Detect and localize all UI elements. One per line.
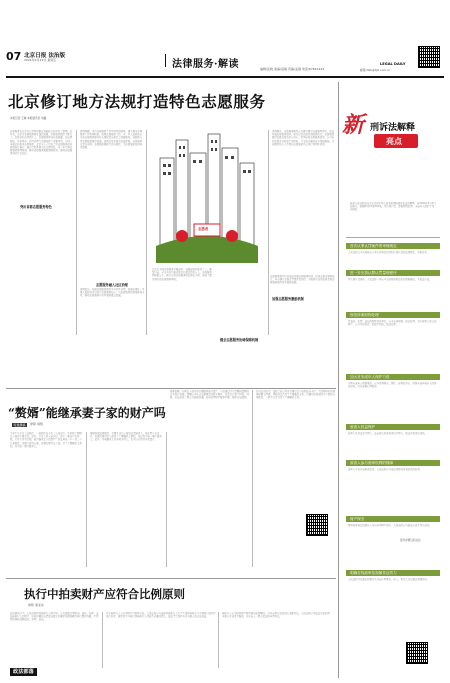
lead-illustration-caption: 志愿者 — [198, 227, 209, 231]
feature-qr-code — [306, 514, 328, 536]
feature-top-rule — [6, 388, 336, 389]
footer-brand: 政法部落 — [10, 668, 37, 676]
sidebar-section-4: 加大对未成年人保护力度 — [346, 374, 440, 380]
sidebar-text-4: 审理未成年人刑事案件，应当贯彻教育、感化、挽救的方针，保障未成年被告人的诉讼权利，可以安排心理疏导。 — [348, 382, 437, 389]
paper-name: 北京日报 法治版 — [24, 53, 66, 59]
column-rule — [218, 612, 219, 668]
sidebar-text-1: 人民法院应当告知被告人享有的诉讼权利和认罪认罚的法律规定，听取意见。 — [348, 251, 430, 254]
sidebar-intro: 最高人民法院发布关于适用中华人民共和国刑事诉讼法的解释，自2021年3月1日起施行。新解释共27章655条，对认罪认罚、涉案财物处理、未成年人保护等作出规定。 — [350, 202, 436, 212]
sidebar-text-5: 被害人及其法定代理人、近亲属有权委托诉讼代理人，依法参加诉讼活动。 — [348, 432, 427, 435]
feature-body-col1: 王先生与李女士结婚后，一直居住在李女士父母家中，并承担了照顾岳父母的主要责任。近日，李女士的父亲去世，留下一套房产及存款。王先生作为女婿，能否继承岳父的遗产？民法典第一千一百二十九条规定，丧偶儿媳对公婆，丧偶女婿对岳父母，尽了主要赡养义务的，作为第一顺序继承人。 — [10, 432, 82, 448]
masthead — [0, 0, 450, 78]
column-rule — [252, 390, 253, 567]
sidebar-section-8: 明确在线庭审及视频作证效力 — [346, 570, 440, 576]
sidebar-subtitle: 亮点 — [386, 137, 402, 146]
feature-body-col2: 根据我国法律规定，女婿并非岳父母的法定继承人。但在妻子去世后，丧偶女婿对岳父母尽了主要赡养义务的，可以作为第一顺序继承人。此外，对被继承人扶养较多的人，也可以分得适当的遗产。 — [90, 432, 162, 442]
editors-line: 编辑/张晓 美编/高瑞 责编/孟刚 电话/67641234 — [260, 67, 325, 71]
page-number: 07 — [6, 50, 22, 63]
lead-body-col3: 条例提出，鼓励志愿服务组织参与社区治理，街道办事处、乡镇人民政府可以设立志愿服务站点，为志愿服务提供场地和支持，推动志愿服务与社区服务融合发展。 — [80, 288, 145, 298]
bottom-headline: 执行中拍卖财产应符合比例原则 — [24, 587, 185, 601]
feature-headline: “赘婿”能继承妻子家的财产吗 — [8, 406, 166, 420]
feature-byline: 律师 胡凯 — [30, 422, 43, 426]
city-buildings-illustration — [152, 128, 262, 263]
continuation-block: 志愿服务组织可以依法开展志愿服务培训，提高志愿者服务能力。本市建立志愿者星级评定制度，对表现突出的志愿者和志愿服务组织给予表彰奖励。 — [270, 275, 335, 285]
lead-body-col4: 北京是全国志愿服务开展最早、发展最快的地区之一。截至目前，全市实名注册志愿者已超过四百万人，志愿服务团体数万个，累计记录志愿服务时长数亿小时，形成了覆盖城乡的志愿服务网络。 — [152, 268, 212, 281]
sidebar-section-3: 规范涉案财物处理 — [346, 312, 440, 318]
feature-story — [6, 390, 336, 570]
bottom-story — [6, 578, 336, 678]
lead-byline: 本报记者 王琳 本报通讯员 刘鑫 — [10, 117, 47, 120]
sidebar — [340, 82, 444, 678]
feature-byline-tag: 特邀撰稿 — [13, 423, 26, 427]
contact-line: 邮箱 fzzk@bjd.com.cn — [360, 68, 391, 72]
lead-subhead-4: 加强志愿服务激励机制 — [272, 297, 304, 301]
column-rule — [102, 612, 103, 668]
masthead-qr-code — [418, 46, 440, 68]
main-sidebar-rule — [338, 82, 339, 678]
sidebar-text-2: 对认罪认罚案件，人民法院一般应当采纳检察院提出的量刑建议，并依法审查。 — [348, 278, 432, 281]
lead-body-col2: 条例明确，本市志愿服务工作坚持党的领导，建立健全志愿服务工作协调机制，统筹志愿服务工作。市、区人民政府应当将志愿服务事业纳入国民经济和社会发展规划，鼓励和支持志愿服务组织发展。条例还对志愿者权益保障、志愿服务记录与证明、志愿服务激励等作出规定，为志愿服务提供制度保障。 — [80, 130, 143, 150]
bottom-body-col1: 在民事执行中，人民法院拍卖被执行人财产时，应当遵循比例原则，查封、扣押、冻结被执行人的财产，以其价额足以清偿法律文书确定的债权额及执行费用为限，不得明显超标的额查封、扣押、冻结。 — [10, 612, 99, 622]
sidebar-text-8: 人民法院可以通过视频方式开庭审理案件，证人、鉴定人可以通过视频作证。 — [348, 578, 430, 581]
lead-illustration — [152, 128, 262, 263]
bottom-top-rule — [6, 578, 336, 579]
column-rule — [146, 130, 147, 335]
sidebar-kicker: 新 — [342, 112, 365, 138]
bottom-byline: 律师 黄亚东 — [28, 603, 44, 607]
lead-subhead-3: 健全志愿服务协调保障机制 — [220, 338, 259, 342]
feature-body-col3: 律师提醒，如果岳父母希望女婿继承部分遗产，可以通过订立遗嘱或遗赠的方式进行安排。遗嘱应当符合法律规定的形式要件，以免日后发生纠纷。同时，家庭成员之间应当加强沟通，妥善处理财产继承问题，维护家庭和睦。 — [170, 390, 249, 400]
feature-body-col4: 在司法实践中，法院会综合考虑女婿对岳父母的经济支持、生活照料以及精神慰藉等因素，判断其是否尽了主要赡养义务。仅偶尔探望或给予少量经济帮助的，一般不认定为尽了主要赡养义务。 — [256, 390, 335, 400]
lead-headline: 北京修订地方法规打造特色志愿服务 — [8, 92, 266, 111]
sidebar-text-3: 对查封、扣押、冻结的财物及其孳息，应当妥善保管，依法处理。对于被害人的合法财产，应当及时返还；权属不明的，依法处理。 — [348, 320, 437, 327]
bottom-body-col2: 对于被执行人有多项财产可供执行的，人民法院应当选择对被执行人生产生活影响较小且方便执行的财产进行处置，避免因不当执行给被执行人造成不必要的损失，依法平等保护各方当事人的合法权益。 — [106, 612, 216, 619]
legal-daily-label: LEGAL DAILY — [380, 62, 406, 66]
sidebar-title: 刑诉法解释 — [370, 123, 416, 133]
section-divider — [165, 54, 166, 67]
lead-subhead-2: 志愿服务融入社区治理 — [96, 283, 128, 287]
sidebar-section-7: 财产保全 — [346, 516, 440, 522]
sidebar-qr-code — [406, 642, 428, 664]
sidebar-section-5: 被害人权益保护 — [346, 424, 440, 430]
masthead-rule — [6, 76, 444, 78]
sidebar-section-6: 被害人参与庭审权利的保障 — [346, 460, 440, 466]
lead-body-col5: 条例要求，志愿服务组织应当建立健全内部管理制度，依法开展志愿服务活动，如实记录志愿者的服务信息。志愿服务组织安排志愿者参与具有一定风险的志愿服务活动，应当告知志愿者可能发生的风险，并采取必要的安全保障措施。任何组织和个人不得以志愿服务名义进行营利性活动。 — [272, 130, 335, 146]
column-rule — [86, 432, 87, 567]
bottom-body-col3: 被执行人认为拍卖财产明显超出标的额的，可以向执行法院提出书面异议，人民法院应当依法审查处理。当事人对裁定不服的，可以向上一级人民法院申请复议。 — [222, 612, 332, 619]
section-title: 法律服务·解读 — [172, 59, 239, 70]
column-rule — [76, 130, 77, 335]
sidebar-section-1: 首次认罪认罚案件的审理规定 — [346, 243, 440, 249]
lead-subhead-1: 突出首都志愿服务特色 — [20, 205, 52, 209]
sidebar-section-2: 进一步完善认罪认罚量刑程序 — [346, 270, 440, 276]
column-rule — [166, 432, 167, 567]
date-line: 2021年2月19日 星期五 — [24, 58, 57, 62]
sidebar-rule — [346, 237, 440, 238]
lead-body-col1: 志愿服务在北京具有深厚的群众基础和良好的社会氛围。近年来，北京市志愿服务事业蓬勃发展，志愿服务组织不断壮大，志愿者队伍持续扩大，志愿服务领域日益拓展，在疫情防控、冬奥筹办、社区治理等方面发挥了重要作用。为进一步规范和促进志愿服务，北京市人大常委会对志愿服务促进条例进行修订。修订后的条例突出首都特色，进一步完善志愿服务管理体制，健全志愿服务激励保障机制，推动志愿服务制度化常态化。 — [10, 130, 73, 156]
column-rule — [268, 130, 269, 335]
sidebar-qr-caption: 更多详情扫码关注 — [400, 539, 421, 542]
sidebar-text-6: 被害人可以出庭陈述意见，人民法院应当依法保障其发表意见的权利。 — [348, 468, 423, 471]
sidebar-text-7: 附带民事诉讼的原告人可以申请财产保全，人民法院应当依法审查并作出裁定。 — [348, 524, 432, 527]
